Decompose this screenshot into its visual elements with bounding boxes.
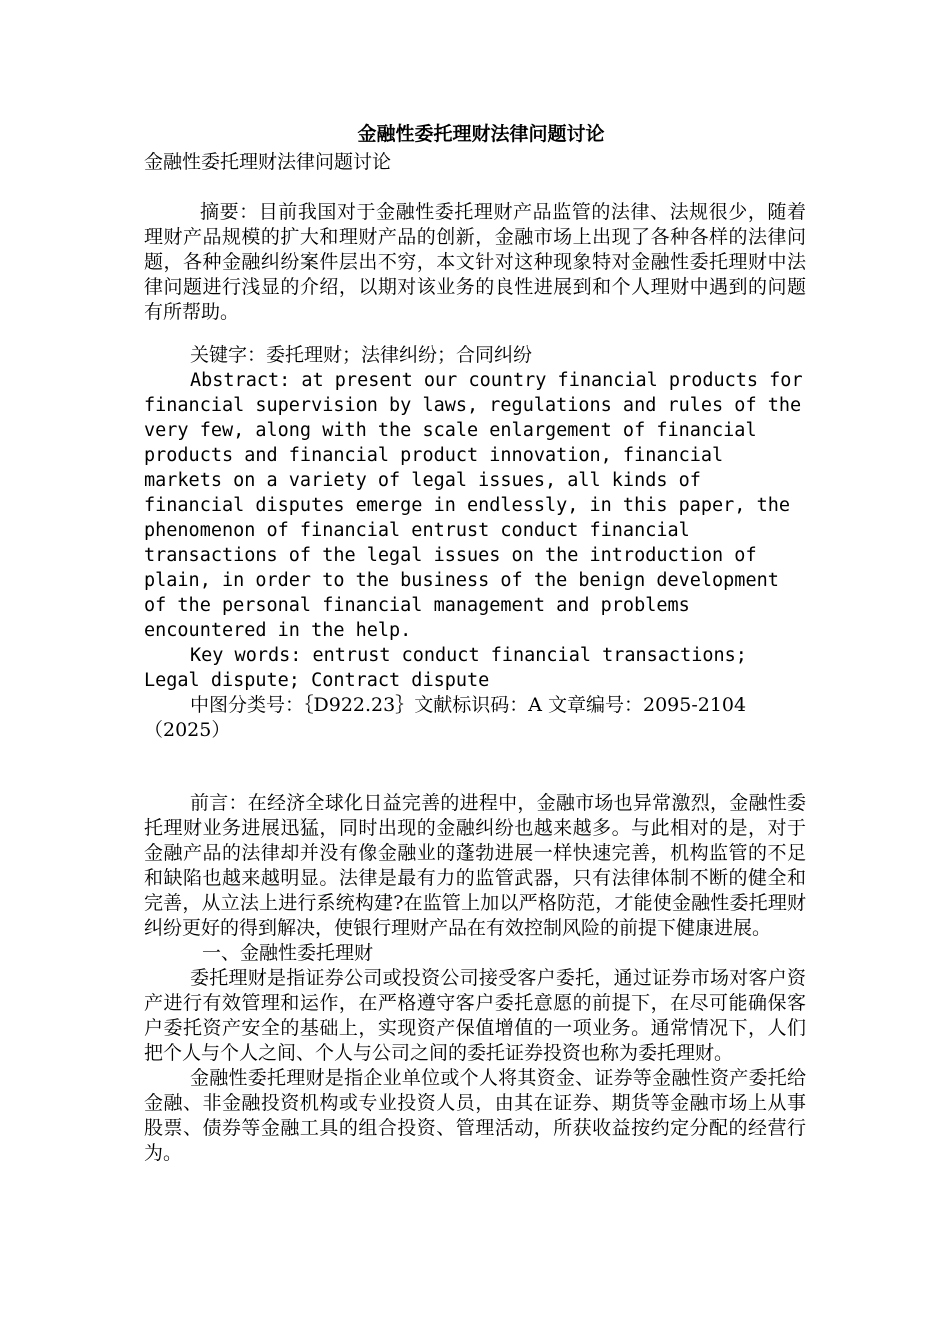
spacer — [144, 325, 806, 343]
spacer — [144, 743, 806, 791]
section-paragraph: 金融性委托理财是指企业单位或个人将其资金、证券等金融性资产委托给金融、非金融投资机构或专业投资人员，由其在证券、期货等金融市场上从事股票、债券等金融工具的组合投资、管理活动，所获收益按约定分配的经营行为。 — [144, 1067, 806, 1164]
spacer — [144, 176, 806, 200]
section-heading: 一、金融性委托理财 — [202, 942, 374, 964]
document-subtitle: 金融性委托理财法律问题讨论 — [144, 151, 392, 173]
preface-paragraph: 前言：在经济全球化日益完善的进程中，金融市场也异常激烈，金融性委托理财业务进展迅猛，同时出现的金融纠纷也越来越多。与此相对的是，对于金融产品的法律却并没有像金融业的蓬勃进展一样快速完善，机构监管的不足和缺陷也越来越明显。法律是最有力的监管武器，只有法律体制不断的健全和完善，从立法上进行系统构建?在监管上加以严格防范，才能使金融性委托理财纠纷更好的得到解决，使银行理财产品在有效控制风险的前提下健康进展。 — [144, 792, 806, 939]
section-paragraph: 委托理财是指证券公司或投资公司接受客户委托，通过证券市场对客户资产进行有效管理和运作，在严格遵守客户委托意愿的前提下，在尽可能确保客户委托资产安全的基础上，实现资产保值增值的一项业务。通常情况下，人们把个人与个人之间、个人与公司之间的委托证券投资也称为委托理财。 — [144, 967, 806, 1064]
keywords-chinese: 关键字：委托理财；法律纠纷；合同纠纷 — [190, 344, 533, 366]
abstract-chinese: 摘要：目前我国对于金融性委托理财产品监管的法律、法规很少，随着理财产品规模的扩大和理财产品的创新，金融市场上出现了各种各样的法律问题，各种金融纠纷案件层出不穷，本文针对这种现象特对金融性委托理财中法律问题进行浅显的介绍，以期对该业务的良性进展到和个人理财中遇到的问题有所帮助。 — [144, 201, 806, 323]
document-title: 金融性委托理财法律问题讨论 — [357, 123, 605, 145]
document-page — [144, 120, 806, 1166]
classification-line: 中图分类号：｛D922.23｝文献标识码：A 文章编号：2095-2104（2025） — [144, 694, 747, 741]
keywords-english: Key words: entrust conduct financial transactions; Legal dispute; Contract dispute — [144, 645, 747, 691]
abstract-english: Abstract: at present our country financial products for financial supervision by laws, regulations and rules of the very few, along with the scale enlargement of financial products and financial product innovation, financial markets on a variety of legal issues, all kinds of financial disputes emerge in endlessly, in this paper, the phenomenon of financial entrust conduct financial transactions of the legal issues on the introduction of plain, in order to the business of the benign development of the personal financial management and problems encountered in the help. — [144, 370, 803, 641]
